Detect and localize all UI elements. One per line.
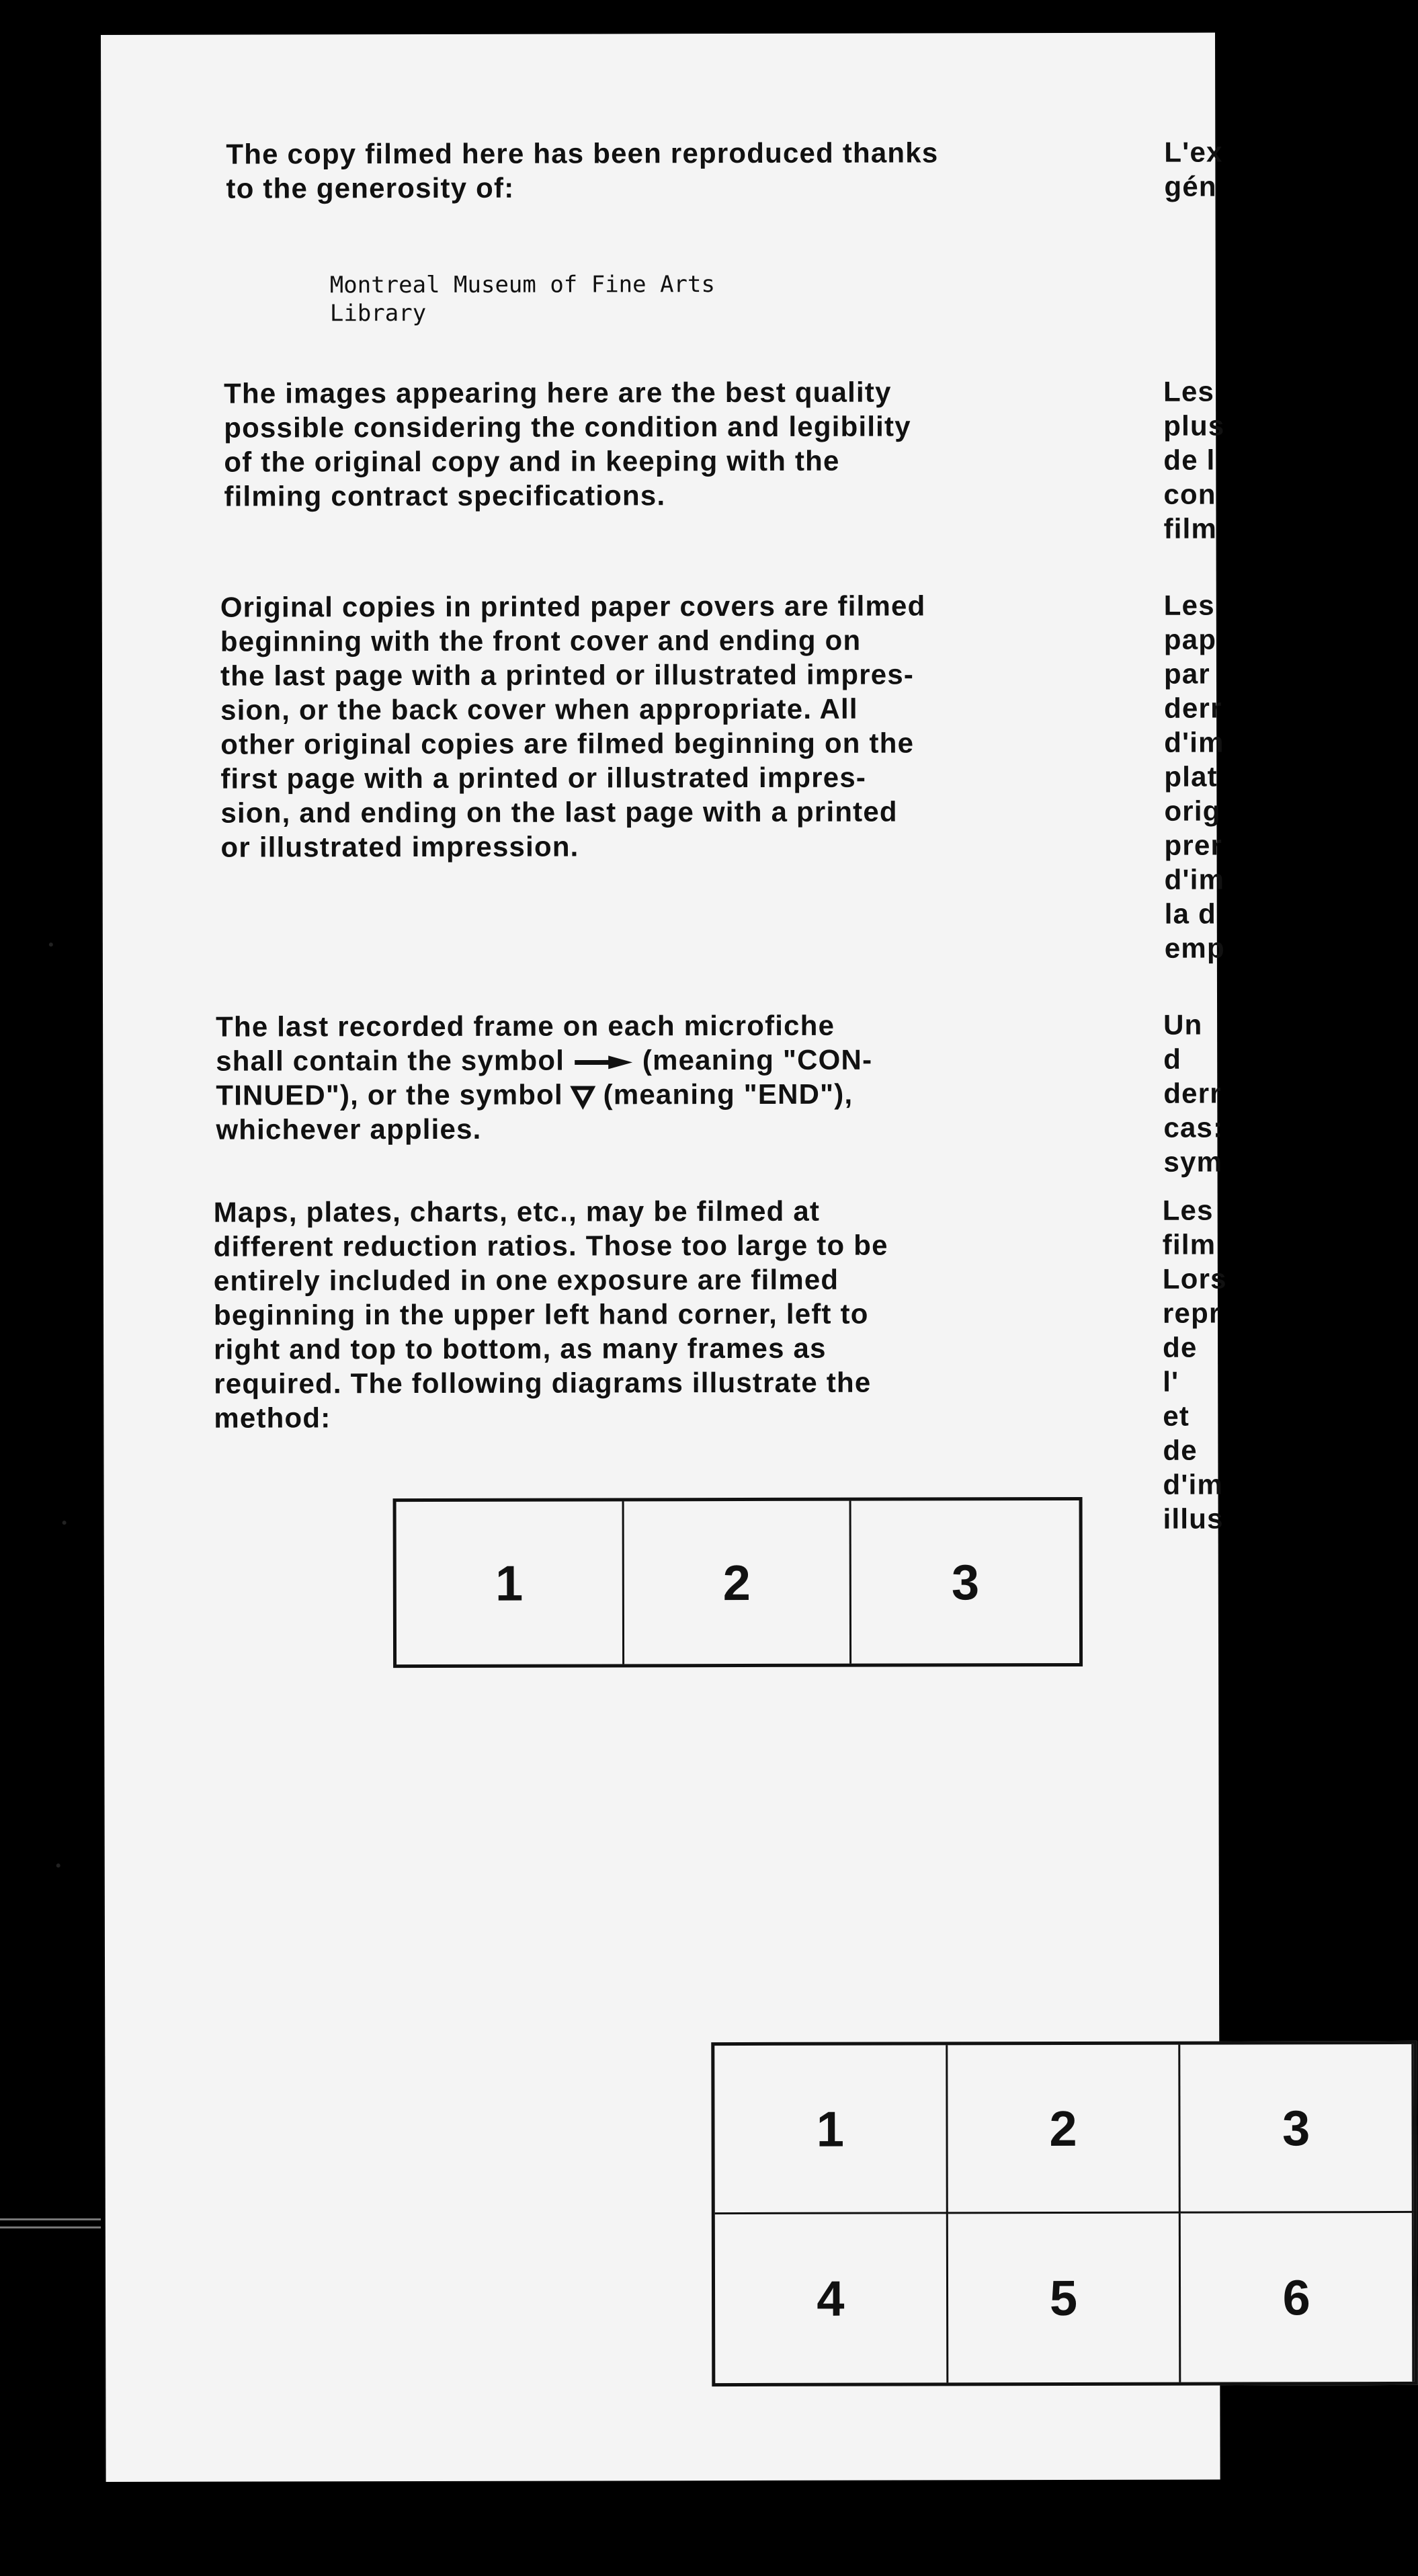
symbols-line-3 bbox=[216, 1077, 872, 1113]
symbols-line-3-start: TINUED"), or the symbol bbox=[216, 1078, 563, 1111]
film-scratch bbox=[0, 2226, 101, 2228]
frame-cell: 6 bbox=[1181, 2213, 1414, 2382]
french-paragraph-2: Les plus de l con film bbox=[1163, 375, 1225, 545]
acknowledgement-paragraph: The copy filmed here has been reproduced thanks to the generosity of: bbox=[226, 136, 939, 204]
institution-name: Montreal Museum of Fine Arts Library bbox=[329, 271, 715, 327]
continued-arrow-icon bbox=[573, 1054, 634, 1070]
frame-cell: 2 bbox=[624, 1501, 851, 1664]
six-frame-diagram bbox=[711, 2041, 1417, 2386]
frame-cell: 4 bbox=[715, 2214, 948, 2383]
three-frame-diagram bbox=[393, 1497, 1083, 1668]
document-page bbox=[101, 33, 1310, 2482]
frame-cell: 3 bbox=[951, 1554, 980, 1610]
french-paragraph-5: Les film Lors repr de l' et de d'im illus bbox=[1162, 1194, 1227, 1535]
french-paragraph-4: Un d derr cas: sym bbox=[1163, 1008, 1224, 1178]
speck bbox=[56, 1863, 60, 1867]
end-triangle-icon bbox=[572, 1086, 595, 1107]
frame-cell: 3 bbox=[1181, 2044, 1414, 2214]
frame-cell: 5 bbox=[948, 2214, 1181, 2383]
film-scratch bbox=[0, 2218, 101, 2220]
symbols-line-2 bbox=[216, 1043, 872, 1078]
frame-cell: 2 bbox=[948, 2045, 1181, 2214]
symbols-line-4: whichever applies. bbox=[216, 1113, 482, 1145]
speck bbox=[62, 1521, 67, 1525]
speck bbox=[49, 942, 53, 947]
french-paragraph-3: Les pap par derr d'im plat orig prer d'im la d emp bbox=[1163, 589, 1225, 964]
image-quality-paragraph: The images appearing here are the best quality possible considering the condition and legibility of the original copy and in keeping with the filming contract specifications. bbox=[224, 376, 911, 512]
original-copies-paragraph: Original copies in printed paper covers are filmed beginning with the front cover and ending on the last page with a printed or illustrated impres- sion, or the back cover when appropriate. All other original copies are filmed beginning on the first page with a printed or illustrated impres- sion, and ending on the last page with a printed or illustrated impression. bbox=[220, 590, 926, 863]
symbols-line-3-end: (meaning "END"), bbox=[603, 1078, 853, 1111]
symbols-paragraph bbox=[216, 1008, 872, 1147]
symbols-line-2-start: shall contain the symbol bbox=[216, 1044, 565, 1077]
symbols-line-2-end: (meaning "CON- bbox=[642, 1043, 873, 1076]
frame-cell: 1 bbox=[397, 1501, 624, 1664]
french-paragraph-1: L'ex gén bbox=[1164, 136, 1223, 202]
symbols-line-1: The last recorded frame on each microfiche bbox=[216, 1009, 835, 1043]
frame-cell: 1 bbox=[714, 2045, 948, 2214]
maps-plates-paragraph: Maps, plates, charts, etc., may be filmed at different reduction ratios. Those too large to be entirely included in one exposure are filmed beginning in the upper left hand corner, left to right and top to bottom, as many frames as required. The following diagrams illustrate the method: bbox=[213, 1195, 888, 1434]
